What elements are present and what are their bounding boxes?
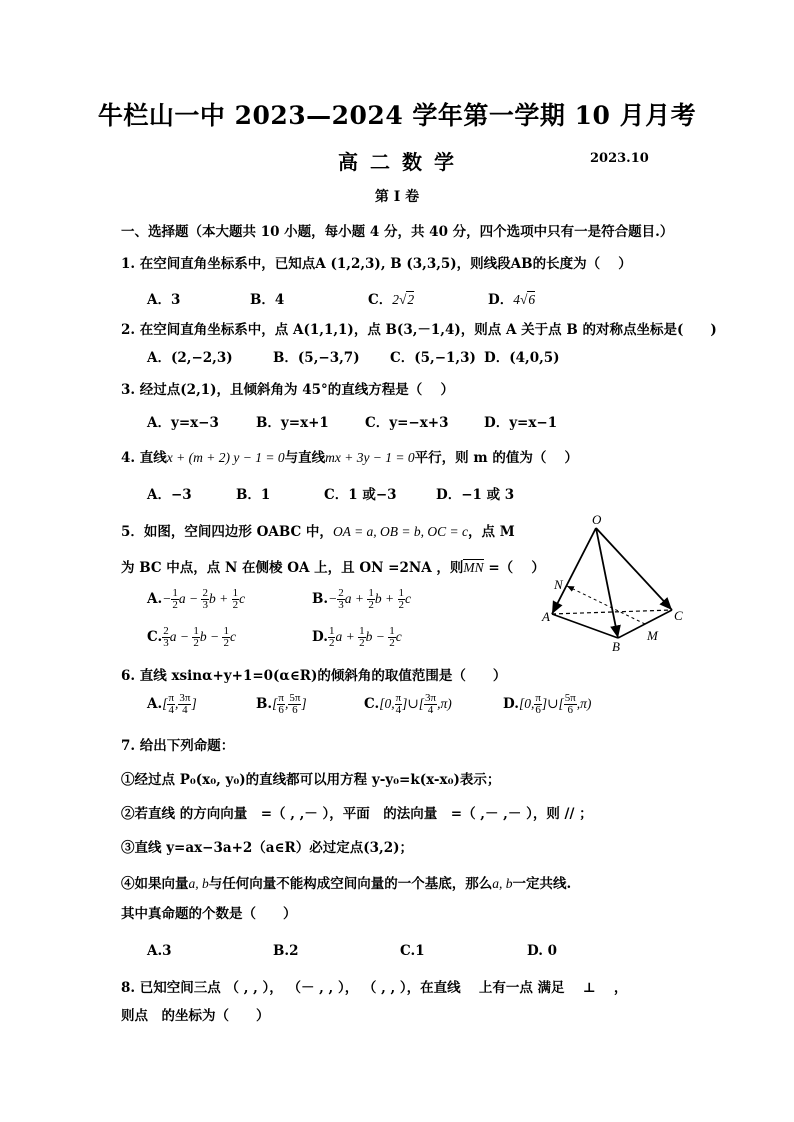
section-heading: 一、选择题（本大题共 10 小题，每小题 4 分，共 40 分，四个选项中只有一是符合题目.） bbox=[121, 224, 674, 240]
label-o: O bbox=[592, 512, 602, 527]
q2-option-c: C．(5,−1,3) bbox=[390, 350, 476, 366]
q5-vector-mn: MN bbox=[463, 560, 484, 575]
q7-question: 其中真命题的个数是（ ） bbox=[121, 906, 297, 922]
edge-ob bbox=[596, 528, 618, 638]
label-a: A bbox=[542, 609, 550, 624]
exam-date: 2023.10 bbox=[590, 151, 649, 166]
question-5-line-1: 5．如图，空间四边形 OABC 中，OA = a, OB = b, OC = c，点 M bbox=[121, 524, 515, 540]
q7-option-a: A.3 bbox=[147, 943, 172, 959]
q4-equation-2: mx + 3y − 1 = 0 bbox=[325, 450, 415, 465]
question-1-stem: 1. 在空间直角坐标系中，已知点A (1,2,3), B (3,3,5)，则线段AB的长度为（ ） bbox=[121, 256, 632, 272]
question-2-stem: 2. 在空间直角坐标系中，点 A(1,1,1)，点 B(3,－1,4)，则点 A 关于点 B 的对称点坐标是( ) bbox=[121, 322, 717, 338]
q7-proposition-1: ①经过点 P₀(x₀, y₀)的直线都可以用方程 y-y₀=k(x-x₀)表示； bbox=[121, 772, 501, 788]
q2-option-d: D．(4,0,5) bbox=[484, 350, 560, 366]
q3-option-c: C．y=−x+3 bbox=[365, 415, 449, 431]
q7-vectors-ab: a, b bbox=[188, 876, 209, 891]
q4-option-a: A．−3 bbox=[147, 487, 192, 503]
q3-option-a: A．y=x−3 bbox=[147, 415, 219, 431]
q5-option-b: B.− $\frac{2}{3}$ a + $\frac{1}{2}$ b + $\frac{1}{2}$ c bbox=[312, 587, 411, 611]
q5-option-d: D. $\frac{1}{2}$ a + $\frac{1}{2}$ b − $\frac{1}{2}$ c bbox=[312, 625, 402, 649]
question-5-line-2: 为 BC 中点，点 N 在侧棱 OA 上，且 ON =2NA ，则MN =（ ） bbox=[121, 560, 545, 576]
label-b: B bbox=[612, 639, 620, 654]
q7-proposition-3: ③直线 y=ax−3a+2（a∈R）必过定点(3,2)； bbox=[121, 840, 414, 856]
q7-proposition-4: ④如果向量a, b与任何向量不能构成空间向量的一个基底，那么a, b一定共线. bbox=[121, 876, 572, 892]
exam-title: 牛栏山一中 2023—2024 学年第一学期 10 月月考 bbox=[97, 101, 697, 130]
q7-proposition-2: ②若直线 的方向向量 =（ , ,－ ），平面 的法向量 =（ ,－ ,－ ），则 // ； bbox=[121, 806, 593, 822]
label-c: C bbox=[674, 608, 683, 623]
edge-ab bbox=[552, 614, 618, 638]
edge-oc bbox=[596, 528, 672, 610]
edge-oa bbox=[552, 528, 596, 614]
q3-option-d: D．y=x−1 bbox=[484, 415, 558, 431]
q1-option-a: A．3 bbox=[147, 292, 181, 308]
q7-option-c: C.1 bbox=[400, 943, 425, 959]
q4-option-b: B．1 bbox=[236, 487, 271, 503]
q6-option-d: D.[0, $\frac{\pi}{6}$ ]∪[ $\frac{5\pi}{6}$ ,π) bbox=[503, 692, 592, 716]
q2-option-a: A．(2,−2,3) bbox=[147, 350, 233, 366]
question-8-line-1: 8. 已知空间三点 （ , , ）， （－ , , ）， （ , , ），在直线 上有一点 满足 ⊥ ， bbox=[121, 980, 628, 996]
q7-option-b: B.2 bbox=[273, 943, 299, 959]
q6-option-a: A.[ $\frac{\pi}{4}$ , $\frac{3\pi}{4}$ ] bbox=[147, 692, 197, 716]
question-7-stem: 7. 给出下列命题： bbox=[121, 738, 235, 754]
q5-vector-definitions: OA = a, OB = b, OC = c bbox=[332, 524, 469, 539]
q1-option-b: B．4 bbox=[250, 292, 285, 308]
tetrahedron-figure bbox=[530, 506, 700, 656]
volume-label: 第 I 卷 bbox=[374, 189, 420, 205]
question-4-stem: 4. 直线x + (m + 2) y − 1 = 0与直线mx + 3y − 1 = 0平行，则 m 的值为（ ） bbox=[121, 450, 579, 466]
question-6-stem: 6. 直线 xsinα+y+1=0(α∈R)的倾斜角的取值范围是（ ） bbox=[121, 668, 507, 684]
question-3-stem: 3. 经过点(2,1)，且倾斜角为 45°的直线方程是（ ） bbox=[121, 382, 454, 398]
q4-equation-1: x + (m + 2) y − 1 = 0 bbox=[166, 450, 285, 465]
q5-option-c: C. $\frac{2}{3}$ a − $\frac{1}{2}$ b − $\frac{1}{2}$ c bbox=[147, 625, 236, 649]
q5-option-a: A.− $\frac{1}{2}$ a − $\frac{2}{3}$ b + $\frac{1}{2}$ c bbox=[147, 587, 246, 611]
q1-option-d: D．4√6 bbox=[488, 292, 536, 308]
q4-option-c: C．1 或−3 bbox=[324, 487, 397, 503]
q6-option-b: B.[ $\frac{\pi}{6}$ , $\frac{5\pi}{6}$ ] bbox=[256, 692, 307, 716]
label-m: M bbox=[647, 628, 658, 643]
q6-option-c: C.[0, $\frac{\pi}{4}$ ]∪[ $\frac{3\pi}{4}$ ,π) bbox=[364, 692, 452, 716]
question-8-line-2: 则点 的坐标为（ ） bbox=[121, 1008, 270, 1024]
q4-option-d: D．−1 或 3 bbox=[436, 487, 515, 503]
vector-mn bbox=[567, 586, 645, 624]
exam-subject: 高二数学 bbox=[338, 150, 466, 174]
q2-option-b: B．(5,−3,7) bbox=[273, 350, 360, 366]
q3-option-b: B．y=x+1 bbox=[256, 415, 329, 431]
q1-option-c: C．2√2 bbox=[368, 292, 415, 308]
label-n: N bbox=[554, 577, 563, 592]
q7-option-d: D. 0 bbox=[527, 943, 558, 959]
